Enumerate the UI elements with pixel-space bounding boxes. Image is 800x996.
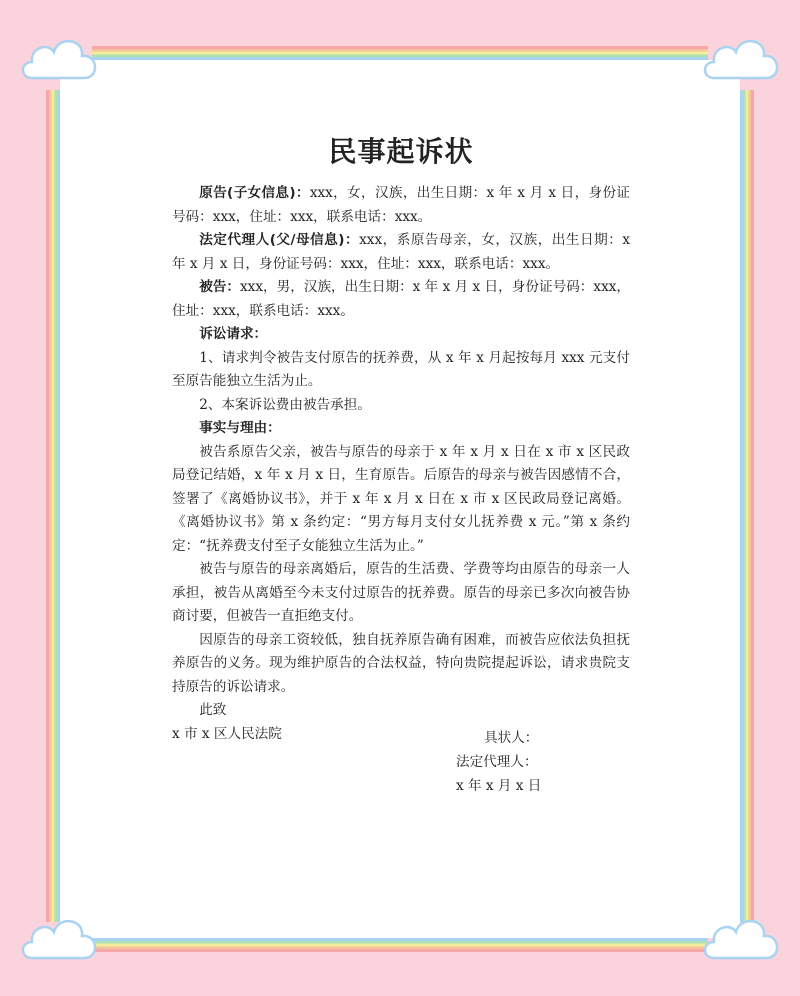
facts-paragraph: 被告系原告父亲，被告与原告的母亲于 x 年 x 月 x 日在 x 市 x 区民政局登记结婚，x 年 x 月 x 日，生育原告。后原告的母亲与被告因感情不合，签署了《离婚协议书》，并于 x 年 x 月 x 日在 x 市 x 区民政局登记离婚。《离婚协议书》第 x 条约定：“男方每月支付女儿抚养费 x 元。”第 x 条约定：“抚养费支付至子女能独立生活为止。” <box>172 443 630 554</box>
signature-block <box>456 726 541 798</box>
claim-item: 1、请求判令被告支付原告的抚养费，从 x 年 x 月起按每月 xxx 元支付至原告能独立生活为止。 <box>172 349 630 389</box>
document-body <box>172 130 630 746</box>
rainbow-border-bottom <box>92 938 708 952</box>
signature-date: x 年 x 月 x 日 <box>456 778 542 794</box>
agent-label: 法定代理人(父/母信息)： <box>199 232 360 248</box>
agent-signature-label: 法定代理人： <box>456 754 538 770</box>
court-name: x 市 x 区人民法院 <box>172 725 282 742</box>
agent-text: xxx，系原告母亲，女，汉族，出生日期：x 年 x 月 x 日，身份证号码：xxx，住址：xxx，联系电话：xxx。 <box>172 232 630 272</box>
defendant-label: 被告： <box>199 279 241 295</box>
defendant-text: xxx，男，汉族，出生日期：x 年 x 月 x 日，身份证号码：xxx，住址：xxx，联系电话：xxx。 <box>172 279 631 319</box>
agent-paragraph <box>172 229 630 276</box>
facts-heading: 事实与理由： <box>199 420 281 436</box>
cloud-icon <box>18 28 102 92</box>
facts-paragraph: 被告与原告的母亲离婚后，原告的生活费、学费等均由原告的母亲一人承担，被告从离婚至今未支付过原告的抚养费。原告的母亲已多次向被告协商讨要，但被告一直拒绝支付。 <box>172 561 630 624</box>
claims-heading: 诉讼请求： <box>199 326 268 342</box>
document-title: 民事起诉状 <box>328 135 474 168</box>
petitioner-label: 具状人： <box>484 730 539 746</box>
cloud-icon <box>700 908 784 972</box>
defendant-paragraph <box>172 276 630 323</box>
plaintiff-text: xxx，女，汉族，出生日期：x 年 x 月 x 日，身份证号码：xxx，住址：xxx，联系电话：xxx。 <box>172 185 630 225</box>
cloud-icon <box>18 908 102 972</box>
plaintiff-paragraph <box>172 182 630 229</box>
cloud-icon <box>700 28 784 92</box>
rainbow-border-right <box>740 90 754 922</box>
closing-text: 此致 <box>199 702 227 718</box>
rainbow-border-left <box>46 90 60 922</box>
claim-item: 2、本案诉讼费由被告承担。 <box>199 396 371 413</box>
plaintiff-label: 原告(子女信息)： <box>199 185 310 201</box>
rainbow-border-top <box>92 46 708 60</box>
facts-paragraph: 因原告的母亲工资较低，独自抚养原告确有困难，而被告应依法负担抚养原告的义务。现为维护原告的合法权益，特向贵院提起诉讼，请求贵院支持原告的诉讼请求。 <box>172 631 630 695</box>
